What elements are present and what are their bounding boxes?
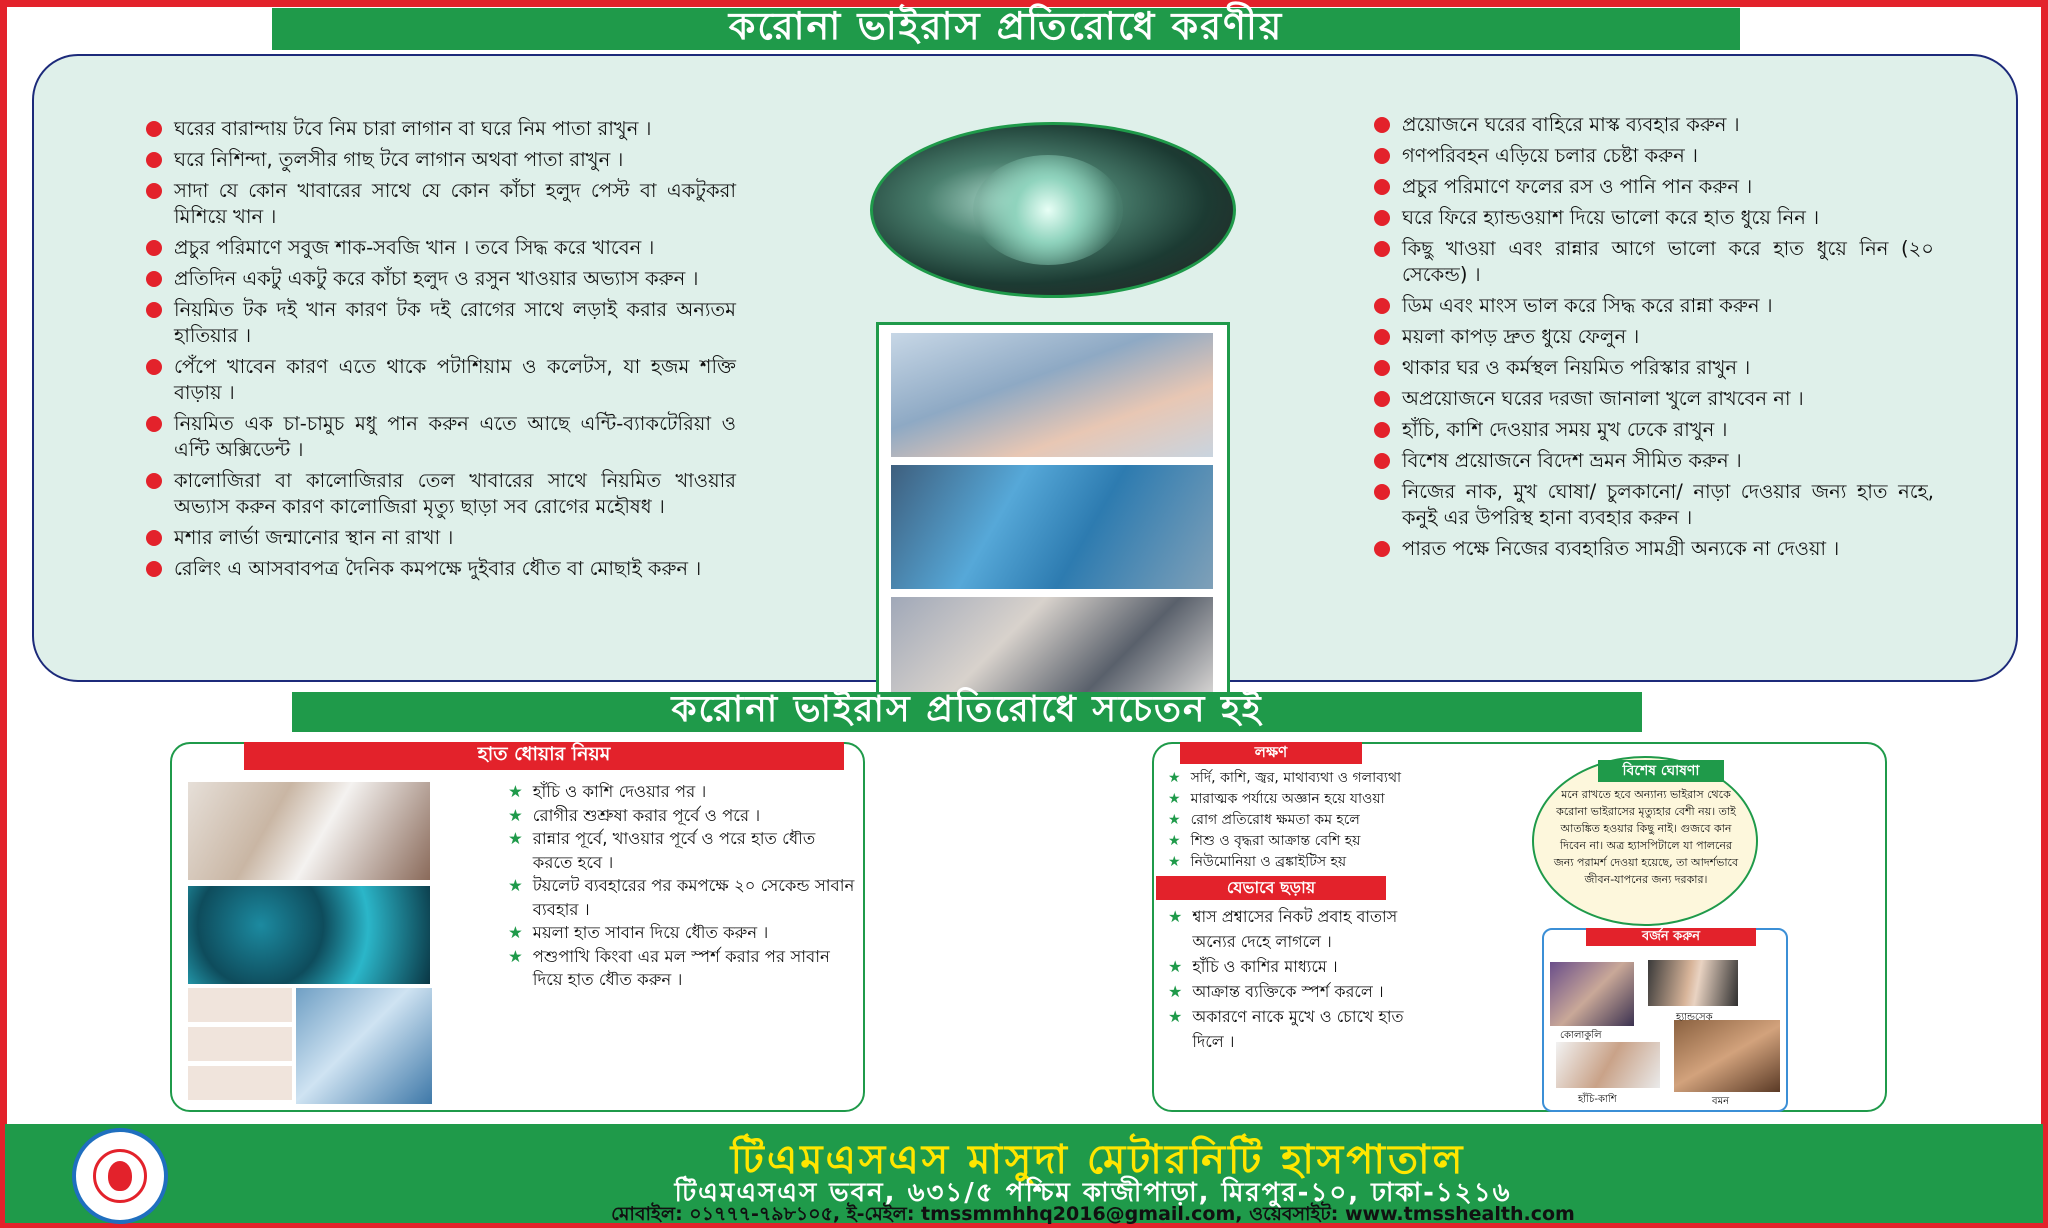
sneeze-photo xyxy=(1556,1042,1660,1088)
red-dot-icon xyxy=(146,561,162,577)
star-icon: ★ xyxy=(1168,791,1181,807)
bullet-text: নিয়মিত টক দই খান কারণ টক দই রোগের সাথে লড়াই করার অন্যতম হাতিয়ার । xyxy=(174,298,736,347)
bullet-item xyxy=(146,556,736,582)
bullet-text: ঘরে ফিরে হ্যান্ডওয়াশ দিয়ে ভালো করে হাত ধুয়ে নিন । xyxy=(1402,206,1820,229)
bullet-item xyxy=(1374,324,1934,350)
bullet-item xyxy=(146,468,736,520)
second-banner: করোনা ভাইরাস প্রতিরোধে সচেতন হই xyxy=(292,692,1642,732)
symptoms-title: লক্ষণ xyxy=(1180,742,1362,764)
list-item-text: ময়লা হাত সাবান দিয়ে ধৌত করুন । xyxy=(532,923,769,942)
list-item-text: শিশু ও বৃদ্ধরা আক্রান্ত বেশি হয় xyxy=(1190,833,1361,849)
list-item xyxy=(1168,831,1538,852)
red-dot-icon xyxy=(146,473,162,489)
star-icon: ★ xyxy=(508,876,523,895)
list-item-text: সর্দি, কাশি, জ্বর, মাথাব্যথা ও গলাব্যথা xyxy=(1190,770,1402,786)
bullet-item xyxy=(146,354,736,406)
bullet-item xyxy=(146,147,736,173)
bullet-item xyxy=(146,178,736,230)
photo-column xyxy=(876,322,1230,726)
avoid-caption-handshake: হ্যান্ডসেক xyxy=(1676,1012,1713,1023)
handwash-title: হাত ধোয়ার নিয়ম xyxy=(244,742,844,770)
star-icon: ★ xyxy=(1168,907,1183,926)
bullet-text: পেঁপে খাবেন কারণ এতে থাকে পটাশিয়াম ও কলেটস, যা হজম শক্তি বাড়ায় । xyxy=(174,355,736,404)
symptoms-list xyxy=(1168,768,1538,873)
list-item-text: রোগীর শুশ্রুষা করার পূর্বে ও পরে । xyxy=(532,805,761,825)
washing-hands-photo xyxy=(296,988,432,1104)
bullet-item xyxy=(146,235,736,261)
star-icon: ★ xyxy=(1168,982,1183,1001)
bullet-item xyxy=(1374,479,1934,531)
logo-ring xyxy=(93,1149,147,1203)
list-item-text: রোগ প্রতিরোধ ক্ষমতা কম হলে xyxy=(1190,812,1360,828)
bullet-text: ডিম এবং মাংস ভাল করে সিদ্ধ করে রান্না করুন । xyxy=(1402,294,1773,317)
avoid-title: বর্জন করুন xyxy=(1586,928,1756,946)
list-item-text: পশুপাখি কিংবা এর মল স্পর্শ করার পর সাবান দিয়ে হাত ধৌত করুন । xyxy=(532,946,830,989)
bullet-text: রেলিং এ আসবাবপত্র দৈনিক কমপক্ষে দুইবার ধৌত বা মোছাই করুন । xyxy=(174,557,702,580)
red-dot-icon xyxy=(1374,360,1390,376)
spread-list xyxy=(1168,904,1438,1054)
bullet-text: প্রয়োজনে ঘরের বাহিরে মাস্ক ব্যবহার করুন । xyxy=(1402,113,1740,136)
bullet-item xyxy=(1374,417,1934,443)
bullet-text: মশার লার্ভা জন্মানোর স্থান না রাখা । xyxy=(174,526,454,549)
bullet-item xyxy=(1374,112,1934,138)
avoid-caption-hug: কোলাকুলি xyxy=(1560,1030,1602,1041)
red-dot-icon xyxy=(146,416,162,432)
handshake-photo xyxy=(1648,960,1738,1006)
list-item-text: হাঁচি ও কাশি দেওয়ার পর । xyxy=(532,782,707,801)
red-dot-icon xyxy=(146,271,162,287)
handwash-list xyxy=(508,780,860,992)
hospital-logo xyxy=(72,1128,168,1224)
avoid-caption-sneeze: হাঁচি-কাশি xyxy=(1578,1094,1617,1105)
list-item xyxy=(1168,954,1438,979)
red-dot-icon xyxy=(146,302,162,318)
red-dot-icon xyxy=(1374,117,1390,133)
red-dot-icon xyxy=(1374,484,1390,500)
hospital-address: টিএমএসএস ভবন, ৬৩১/৫ পশ্চিম কাজীপাড়া, মিরপুর-১০, ঢাকা-১২১৬ xyxy=(674,1178,1512,1208)
list-item xyxy=(1168,852,1538,873)
red-dot-icon xyxy=(146,121,162,137)
list-item xyxy=(508,780,860,804)
bullet-text: প্রচুর পরিমাণে ফলের রস ও পানি পান করুন । xyxy=(1402,175,1753,198)
list-item xyxy=(1168,810,1538,831)
list-item-text: টয়লেট ব্যবহারের পর কমপক্ষে ২০ সেকেন্ড সাবান ব্যবহার । xyxy=(532,876,855,919)
handwash-steps-photo xyxy=(188,988,292,1104)
red-dot-icon xyxy=(1374,453,1390,469)
star-icon: ★ xyxy=(1168,1007,1183,1026)
red-dot-icon xyxy=(1374,210,1390,226)
bullet-text: কিছু খাওয়া এবং রান্নার আগে ভালো করে হাত ধুয়ে নিন (২০ সেকেন্ড) । xyxy=(1402,237,1934,286)
left-points-list xyxy=(146,116,736,587)
red-dot-icon xyxy=(1374,541,1390,557)
logo-mother-icon xyxy=(108,1161,132,1191)
list-item xyxy=(508,945,860,992)
star-icon: ★ xyxy=(508,829,523,848)
list-item-text: হাঁচি ও কাশির মাধ্যমে । xyxy=(1192,957,1338,976)
bullet-text: প্রচুর পরিমাণে সবুজ শাক-সবজি খান । তবে সিদ্ধ করে খাবেন । xyxy=(174,236,655,259)
bullet-item xyxy=(146,411,736,463)
red-dot-icon xyxy=(1374,241,1390,257)
bullet-text: গণপরিবহন এড়িয়ে চলার চেষ্টা করুন । xyxy=(1402,144,1698,167)
list-item xyxy=(508,874,860,921)
notice-text: মনে রাখতে হবে অন্যান্য ভাইরাস থেকে করোনা ভাইরাসের মৃত্যুহার বেশী নয়। তাই আতঙ্কিত হওয়ার কিছু নাই। গুজবে কান দিবেন না। অত্র হ্যাসপিটালে যা পালনের জন্য পরামর্শ দেওয়া হয়েছে, তা আদর্শভাবে জীবন-যাপনের জন্য দরকার। xyxy=(1553,788,1739,886)
red-dot-icon xyxy=(146,183,162,199)
list-item xyxy=(1168,1004,1438,1054)
list-item xyxy=(1168,789,1538,810)
avoid-caption-vomit: বমন xyxy=(1712,1096,1730,1107)
red-dot-icon xyxy=(1374,148,1390,164)
bullet-text: ময়লা কাপড় দ্রুত ধুয়ে ফেলুন । xyxy=(1402,325,1640,348)
bullet-item xyxy=(1374,293,1934,319)
red-dot-icon xyxy=(1374,329,1390,345)
prevention-panel xyxy=(32,54,2018,682)
star-icon: ★ xyxy=(1168,854,1181,870)
bullet-text: প্রতিদিন একটু একটু করে কাঁচা হলুদ ও রসুন খাওয়ার অভ্যাস করুন । xyxy=(174,267,699,290)
masked-woman-photo xyxy=(188,782,430,880)
red-dot-icon xyxy=(146,240,162,256)
list-item xyxy=(1168,768,1538,789)
bullet-text: বিশেষ প্রয়োজনে বিদেশ ভ্রমন সীমিত করুন । xyxy=(1402,449,1742,472)
virus-icon xyxy=(973,155,1123,265)
hospital-contact: মোবাইল: ০১৭৭৭-৭৯৮১০৫, ই-মেইল: tmssmmhhq2016@gmail.com, ওয়েবসাইট: www.tmsshealth.com xyxy=(611,1203,1575,1225)
bullet-item xyxy=(1374,174,1934,200)
list-item-text: অকারণে নাকে মুখে ও চোখে হাত দিলে । xyxy=(1192,1007,1404,1051)
vomit-photo xyxy=(1674,1020,1780,1092)
bullet-item xyxy=(1374,205,1934,231)
bullet-item xyxy=(1374,386,1934,412)
red-dot-icon xyxy=(146,152,162,168)
handwash-images xyxy=(186,782,434,1104)
list-item-text: আক্রান্ত ব্যক্তিকে স্পর্শ করলে । xyxy=(1192,982,1384,1001)
red-dot-icon xyxy=(1374,391,1390,407)
bullet-text: কালোজিরা বা কালোজিরার তেল খাবারের সাথে নিয়মিত খাওয়ার অভ্যাস করুন কারণ কালোজিরা মৃত্যু ছাড়া সব রোগের মহৌষধ । xyxy=(174,469,736,518)
list-item-text: শ্বাস প্রশ্বাসের নিকট প্রবাহ বাতাস অন্যের দেহে লাগলে । xyxy=(1192,907,1398,951)
hospital-name: টিএমএসএস মাসুদা মেটারনিটি হাসপাতাল xyxy=(730,1137,1466,1183)
virus-particles-photo xyxy=(188,886,430,984)
bullet-item xyxy=(146,297,736,349)
star-icon: ★ xyxy=(508,805,523,825)
bullet-item xyxy=(1374,448,1934,474)
bullet-text: অপ্রয়োজনে ঘরের দরজা জানালা খুলে রাখবেন না । xyxy=(1402,387,1804,410)
bullet-item xyxy=(146,116,736,142)
list-item-text: রান্নার পূর্বে, খাওয়ার পূর্বে ও পরে হাত ধৌত করতে হবে । xyxy=(532,829,816,872)
star-icon: ★ xyxy=(1168,833,1181,849)
bullet-text: থাকার ঘর ও কর্মস্থল নিয়মিত পরিস্কার রাখুন । xyxy=(1402,356,1751,379)
star-icon: ★ xyxy=(508,782,523,801)
list-item-text: নিউমোনিয়া ও ব্রঙ্কাইটিস হয় xyxy=(1190,854,1347,870)
bullet-item xyxy=(1374,536,1934,562)
list-item xyxy=(1168,904,1438,954)
red-dot-icon xyxy=(1374,422,1390,438)
bullet-text: পারত পক্ষে নিজের ব্যবহারিত সামগ্রী অন্যকে না দেওয়া । xyxy=(1402,537,1840,560)
bullet-item xyxy=(146,525,736,551)
red-dot-icon xyxy=(1374,179,1390,195)
top-banner: করোনা ভাইরাস প্রতিরোধে করণীয় xyxy=(272,8,1740,50)
bullet-text: হাঁচি, কাশি দেওয়ার সময় মুখ ঢেকে রাখুন । xyxy=(1402,418,1728,441)
star-icon: ★ xyxy=(1168,957,1183,976)
hug-photo xyxy=(1550,962,1634,1026)
spread-title: যেভাবে ছড়ায় xyxy=(1156,876,1386,900)
star-icon: ★ xyxy=(1168,812,1181,828)
bullet-item xyxy=(1374,143,1934,169)
virus-image xyxy=(870,122,1236,298)
star-icon: ★ xyxy=(1168,770,1181,786)
list-item xyxy=(508,804,860,828)
bullet-item xyxy=(1374,355,1934,381)
bullet-text: নিয়মিত এক চা-চামুচ মধু পান করুন এতে আছে এন্টি-ব্যাকটেরিয়া ও এন্টি অক্সিডেন্ট । xyxy=(174,412,736,461)
bullet-text: ঘরে নিশিন্দা, তুলসীর গাছ টবে লাগান অথবা পাতা রাখুন । xyxy=(174,148,624,171)
list-item xyxy=(508,921,860,945)
bullet-item xyxy=(1374,236,1934,288)
bullet-text: সাদা যে কোন খাবারের সাথে যে কোন কাঁচা হলুদ পেস্ট বা একটুকরা মিশিয়ে খান । xyxy=(174,179,736,228)
medical-staff-photo xyxy=(891,465,1213,589)
handwashing-photo xyxy=(891,333,1213,457)
notice-title: বিশেষ ঘোষণা xyxy=(1598,760,1724,782)
list-item xyxy=(1168,979,1438,1004)
bullet-item xyxy=(146,266,736,292)
star-icon: ★ xyxy=(508,946,523,966)
red-dot-icon xyxy=(146,359,162,375)
bullet-text: নিজের নাক, মুখ ঘোষা/ চুলকানো/ নাড়া দেওয়ার জন্য হাত নহে, কনুই এর উপরিস্থ হানা ব্যবহার করুন । xyxy=(1402,480,1934,529)
right-points-list xyxy=(1374,112,1934,567)
list-item xyxy=(508,827,860,874)
red-dot-icon xyxy=(146,530,162,546)
red-dot-icon xyxy=(1374,298,1390,314)
bullet-text: ঘরের বারান্দায় টবে নিম চারা লাগান বা ঘরে নিম পাতা রাখুন । xyxy=(174,117,652,140)
star-icon: ★ xyxy=(508,923,523,942)
list-item-text: মারাত্মক পর্যায়ে অজ্ঞান হয়ে যাওয়া xyxy=(1190,791,1385,807)
